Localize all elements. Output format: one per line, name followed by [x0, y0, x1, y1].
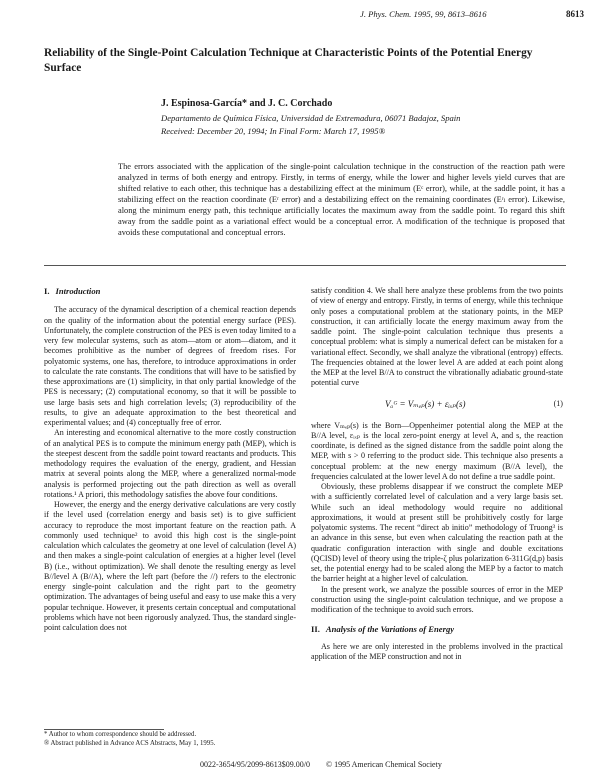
footnote-divider [44, 729, 164, 730]
affiliation: Departamento de Química Física, Universidad de Extremadura, 06071 Badajoz, Spain [161, 113, 461, 123]
abstract: The errors associated with the application of the single-point calculation technique in the construction of the reaction path were analyzed in terms of both energy and entropy. Firstly, in terms of energy, while the lower and higher levels yield curves that are shifted relative to each other, this technique has a destabilizing effect at the minimum (Eᶜ error), while, at the saddle point, it has a stabilizing effect on the reaction coordinate (Eʳ error) and a destabilizing effect on the remaining coordinates (Eʳₗ error). Likewise, along the minimum energy path, this technique artificially locates the maximum away from the saddle point. To regard this shift away from the saddle point as a variational effect would be a conceptual error. A modification of the technique is proposed that avoids these computational and conceptual errors. [118, 162, 565, 237]
journal-citation: J. Phys. Chem. 1995, 99, 8613–8616 [360, 9, 487, 19]
page-number: 8613 [566, 9, 584, 19]
paragraph: As here we are only interested in the problems involved in the practical application of the MEP construction and not in [311, 641, 563, 661]
article-code: 0022-3654/95/2099-8613$09.00/0 [200, 760, 310, 769]
copyright: © 1995 American Chemical Society [326, 760, 442, 769]
footnote: * Author to whom correspondence should be addressed. [44, 731, 197, 738]
paragraph: where Vₘₑₚ(s) is the Born—Oppenheimer potential along the MEP at the B//A level, εᵢₓₚ is the local zero-point energy at level A, and s, the reaction coordinate, is defined as the signed distance from the saddle point along the MEP, with s > 0 referring to the product side. This technique also presents a conceptual problem: at the new energy maximum (B//A level), the frequencies calculated at the lower level A do not define a true saddle point. [311, 420, 563, 481]
section-heading-analysis [311, 624, 563, 634]
section-heading-introduction [44, 286, 296, 296]
equation-block [311, 393, 563, 417]
footnotes [44, 731, 296, 748]
paragraph: An interesting and economical alternative to the more costly construction of an analytical PES is to compute the minimum energy path (MEP), which is the steepest descent from the saddle point toward reactants and products. This methodology requires the evaluation of the energy, gradient, and Hessian matrix at several points along the MEP, where a generalized normal-mode analysis is performed projecting out the path direction as well as overall rotations.¹ A priori, this methodology satisfies the above four conditions. [44, 428, 296, 499]
abstract-divider [44, 265, 566, 266]
paragraph: However, the energy and the energy derivative calculations are very costly if the level used (correlation energy and basis set) is to give sufficient accuracy to reproduce the most important feature on the reaction path. A commonly used technique² to avoid this high cost is the single-point calculation which calculates the geometry at one level of calculation (level A) and then makes a single-point calculation of energies at a higher level (level B) (i.e., without optimization). We shall denote the resulting energy as level B//level A (B//A), where the left part (before the //) refers to the electronic energy single-point calculation and the right part to the geometry optimization. The advantages of being useful and easy to use make this a very popular technique. However, it presents certain conceptual and computational problems which have not been rigorously analyzed. Thus, the standard single-point calculation does not [44, 500, 296, 632]
section-title: Analysis of the Variations of Energy [325, 624, 455, 635]
footnote: ® Abstract published in Advance ACS Abstracts, May 1, 1995. [44, 739, 216, 747]
paragraph: The accuracy of the dynamical description of a chemical reaction depends on the quality of the information about the potential energy surface (PES). Unfortunately, the complete construction of the PES is even today limited to a very few molecular systems, such as atom—atom or atom—diatom, and it becomes prohibitive as the number of degrees of freedom rises. For polyatomic systems, one has, therefore, to introduce approximations in order to calculate the rate constants. The conditions that will have to be satisfied by these approximations are (1) simplicity, in that only partial knowledge of the PES is necessary; (2) computational economy, so that it will be possible to use large basis sets and high correlation levels; (3) reproducibility of the results, to give an adequate approximation to the best theoretical and experimental values; and (4) conceptually free of error. [44, 305, 296, 427]
section-number: II. [311, 624, 320, 635]
equation: Vₐᴳ = Vₘₑₚ(s) + εᵢₓₚ(s) [385, 398, 466, 409]
paragraph: satisfy condition 4. We shall here analyze these problems from the two points of view of energy and entropy. Firstly, in terms of energy, while this technique only poses a computational problem at the stationary points, in the MEP construction, it can artificially locate the energy maximum away from the saddle point. The single-point calculation technique thus presents a conceptual problem: what is simply a numerical defect can be mistaken for a variational effect. Secondly, we shall analyze the vibrational (entropy) effects. The frequencies obtained at the lower level A are added at each point along the MEP at the level B//A to construct the vibrationally adiabatic ground-state potential curve [311, 286, 564, 388]
paragraph: Obviously, these problems disappear if we construct the complete MEP with a sufficiently correlated level of calculation and a very large basis set. While such an ideal methodology would require no additional approximations, it would at present still be prohibitively costly for large polyatomic systems. The recent “direct ab initio” methodology of Truong³ is an advance in this sense, but even when calculating the reaction path at the quadratic configuration interaction with single and double excitations (QCISD) level of theory using the triple-ζ plus polarization 6-311G(d,p) basis set, the potential energy had to be scaled along the MEP by a factor to match the barrier height at a higher level of calculation. [311, 482, 563, 584]
received-dates: Received: December 20, 1994; In Final Form: March 17, 1995® [161, 126, 386, 136]
authors: J. Espinosa-García* and J. C. Corchado [161, 98, 333, 109]
equation-number: (1) [553, 398, 563, 408]
right-column [311, 286, 563, 662]
article-title: Reliability of the Single-Point Calculation Technique at Characteristic Points of the Potential Energy Surface [44, 47, 533, 74]
section-title: Introduction [55, 286, 101, 296]
left-column [44, 272, 296, 633]
paragraph: In the present work, we analyze the possible sources of error in the MEP construction using the single-point calculation technique, and we propose a modification of the technique to avoid such errors. [311, 584, 563, 614]
section-number: I. [44, 286, 50, 296]
